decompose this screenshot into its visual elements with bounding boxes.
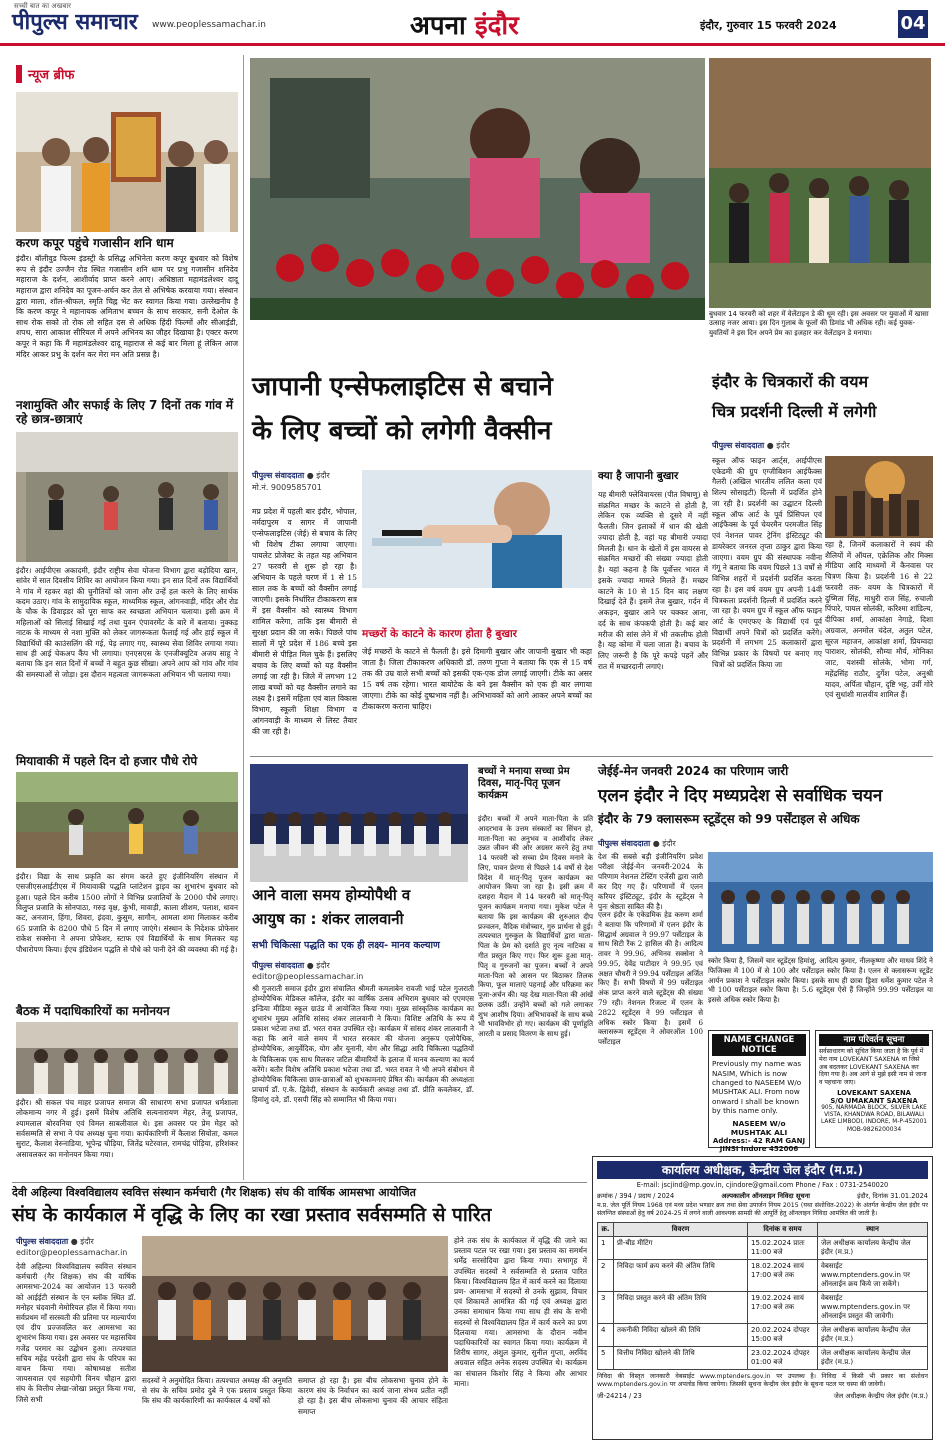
plantation-photo-art [16,772,238,868]
tender-cell: निविदा प्रस्तुत करने की अंतिम तिथि [614,1291,748,1323]
table-row [598,1291,928,1323]
valentine-caption: बुधवार 14 फरवरी को शहर में वेलेंटाइन डे की धूम रही। इस अवसर पर युवाओं में खासा उत्साह नजर आया। इस दिन गुलाब के फूलों की डिमांड भी अधिक रही। कई युवक-युवतियों ने इस दिन अपने प्रेम का इजहार कर वेलेंटाइन डे मनाया। [709,310,931,348]
page-number: 04 [898,10,928,38]
table-row [598,1259,928,1291]
tender-table [597,1222,928,1370]
vaccine-headline-2: के लिए बच्चों को लगेगी वैक्सीन [252,416,552,446]
tender-notice [592,1156,933,1440]
name-change2-mobile: MOB-9826200034 [846,1125,902,1133]
masthead [0,0,945,46]
jee-byline: पीपुल्स संवाददाता ● इंदौर [598,839,676,848]
dateline: इंदौर, गुरुवार 15 फरवरी 2024 [700,19,837,32]
table-row [598,1236,928,1259]
tender-sign: जेल अधीक्षक केन्द्रीय जेल इंदौर (म.प्र.) [833,1391,928,1400]
jee-body-2: एलन इंदौर के एकेडमिक हेड करुण शर्मा ने बताया कि परिणामों में एलन इंदौर के सिद्धार्थ अग्रवाल ने 99.97 पर्सेंटाइल के साथ सिटी रैंक 2 हासिल की है। आदित्य तावर ने 99.96, अभिनव सक्सेना ने 99.95, देवेंद्र पाटीदार ने 99.95 एवं अक्षत चौधरी ने 99.94 पर्सेंटाइल अर्जित किए हैं। सभी विषयों में 99 पर्सेंटाइल अंक प्राप्त करने वाले स्टूडेंट्स की संख्या 79 रही। नेशनल रिजल्ट में एलन के 2822 स्टूडेंट्स ने 99 पर्सेंटाइल से अधिक स्कोर किया है। इसमें 6 क्लासरूम स्टूडेंट्स ने ओवरऑल 100 पर्सेंटाइल [598,910,703,1047]
tender-title: कार्यालय अधीक्षक, केन्द्रीय जेल इंदौर (म.प्र.) [597,1161,928,1179]
tender-cell: वित्तीय निविदा खोलने की तिथि [614,1346,748,1369]
roses-photo-art [250,58,705,320]
vaccine-byline-city: इंदौर [316,471,330,480]
name-change2-title: नाम परिवर्तन सूचना [819,1034,929,1046]
university-kicker: देवी अहिल्या विश्वविद्यालय स्ववित्त संस्थान कर्मचारी (गैर शिक्षक) संघ की वार्षिक आमसभा आयोजित [12,1186,416,1199]
homeo-byline-city: इंदौर [316,961,330,970]
name-change2-body: सर्वसाधारण को सूचित किया जाता है कि पूर्व में मेरा नाम LOVEKANT SAXENA था जिसे अब बदलकर LOVEKANT SAXENA कर दिया गया है। अब आगे से मुझे इसी नाम से जाना व पहचाना जाए। [819,1048,927,1087]
homeo-headline-2: आयुष का : शंकर लालवानी [252,910,404,928]
tender-cell: 2 [598,1259,614,1291]
tender-cell: 4 [598,1323,614,1346]
tender-cell: निविदा फार्म क्रय करने की अंतिम तिथि [614,1259,748,1291]
vaccine-subheadline: मच्छरों के काटने के कारण होता है बुखार [362,628,517,640]
vaccine-byline-name: पीपुल्स संवाददाता [252,471,305,480]
tender-code: जी-24214 / 23 [597,1391,642,1400]
name-change2-address: 905, NARMADA BLOCK, SILVER LAKE VISTA, KHANDWA ROAD, BILAWALI LAKE LIMBODI, INDORE, M-P-452001 [820,1104,927,1125]
tender-cell: 20.02.2024 दोपहर 15:00 बजे [748,1323,818,1346]
meeting-photo [16,1022,238,1094]
university-body-right: होने तक संघ के कार्यकाल में वृद्धि की जाने का प्रस्ताव पटल पर रखा गया। इस प्रस्ताव का समर्थन धर्मेंद्र सरसोदिया द्वारा किया गया। सभागृह में उपस्थित सदस्यों ने सर्वसम्मति से प्रस्ताव पारित किया। विश्वविद्यालय हित में कार्य करने का दिलाया प्रण- आमसभा में सदस्यों से उनके सुझाव, विचार एवं शिकायतें आमंत्रित की गई एवं अध्यक्ष द्वारा उनका समाधान किया गया साथ ही संघ के सभी सदस्यों से विश्वविद्यालय हित में कार्य करने का प्रण दिलवाया गया। आमसभा के दौरान नवीन पदाधिकारियों का स्वागत किया गया। कार्यक्रम में शिरीष सागर, अंशुल कुमार, सुनील गुप्ता, अरविंद अग्रवाल सहित अनेक सदस्य उपस्थित थे। कार्यक्रम का संचालन किशोर सिंह ने किया और आभार माना। [454,1236,587,1388]
story1-body: इंदौर। बॉलीवुड फिल्म इंडस्ट्री के प्रसिद्ध अभिनेता करण कपूर बुधवार को विशेष रूप से इंदौर उज्जैन रोड स्थित गजासीन शनि धाम पर प्रभु गजासीन शनिदेव महाराज के दर्शन, आशीर्वाद प्राप्त करने आए। अधिष्ठाता महामंडलेश्वर दादू महाराज द्वारा शनिदेव का पूजन-अर्चन कर तेल से अभिषेक करवाया गया। संस्थान द्वारा माला, शॉल-श्रीफल, स्मृति चिह्न भेंट कर स्वागत किया गया। उल्लेखनीय है कि करण कपूर ने महानायक अमिताभ बच्चन के साथ सरकार, सनी देओल के साथ रोक सको तो रोक लो सहित दस से अधिक हिंदी फिल्मों और सीआईडी, शपथ, सारा आकाश सीरियल में अपने अभिनय का जौहर दिखाया है। एक्टर करण कपूर ने कहा कि मैं महामंडलेश्वर दादू महाराज से कई बार मिला हूं लेकिन आज मंदिर आकर प्रभु के दर्शन कर मेरा मन अति प्रसन्न है। [16,254,238,359]
vaccine-photo-art [362,470,592,588]
tender-contact: E-mail: jscjind@mp.gov.in, cjindore@gmail.com Phone / Fax : 0731-2540020 [636,1181,889,1190]
vaccine-subbody: जेई मच्छरों के काटने से फैलती है। इसे दिमागी बुखार और जापानी बुखार भी कहा जाता है। जिला टीकाकरण अधिकारी डॉ. तरुण गुप्ता ने बताया कि एक से 15 वर्ष तक की उम्र वाले सभी बच्चों को इसकी एक-एक डोज लगाई जाएगी। टीके का असर 15 वर्ष तक रहेगा। भारत बायोटेक के बने इस वैक्सीन को एक ही बार लगाया जाएगा। टीके का कोई दुष्प्रभाव नहीं है। अभिभावकों को आगे आकर अपने बच्चों का टीकाकरण कराना चाहिए। [362,647,592,711]
story4-headline: बैठक में पदाधिकारियों का मनोनयन [16,1004,170,1018]
tender-col-detail: विवरण [614,1222,748,1236]
name-change2-name1: LOVEKANT SAXENA [837,1088,911,1097]
jee-body-1: देश की सबसे बड़ी इंजीनियरिंग प्रवेश परीक्षा जेईई-मेन जनवरी-2024 के परिणाम नेशनल टेस्टिंग एजेंसी द्वारा जारी कर दिए गए हैं। परिणामों में एलन करियर इंस्टिट्यूट, इंदौर के स्टूडेंट्स ने पुनः श्रेष्ठता साबित की है। [598,852,703,911]
university-headline: संघ के कार्यकाल में वृद्धि के लिए का रखा प्रस्ताव सर्वसम्मति से पारित [12,1204,492,1226]
name-change-name1: NASEEM W/o [732,1118,786,1128]
university-body-mid: सदस्यों ने अनुमोदित किया। तत्पश्चात अध्यक्ष की अनुमति से संघ के सचिव प्रमोद दुबे ने एक प्रस्ताव प्रस्तुत किया कि संघ की कार्यकारिणी का कार्यकाल 4 वर्षों को [142,1376,292,1406]
story2-body: इंदौर। आईपीएस अकादमी, इंदौर राष्ट्रीय सेवा योजना विभाग द्वारा बड़ोदिया खान, सांवेर में सात दिवसीय शिविर का आयोजन किया गया। इन सात दिनों तक विद्यार्थियों ने गांव में रहकर वहां की चुनौतियों को जाना और उन्हें हल करने के लिए सार्थक कदम उठाए। गांव के सामुदायिक स्कूल, माध्यमिक स्कूल, आंगनवाड़ी, मंदिर और रोड के चौक के डिवाइडर को पूरा साफ कर स्वच्छता अभियान चलाया। इसी क्रम में महिलाओं को सिलाई सिखाई गई तथा युवन एंपावरमेंट के बारे में बताया। नुक्कड़ नाटक के माध्यम से नशा मुक्ति को लेकर जागरूकता फैलाई गई और हाई स्कूल में विद्यार्थियों की काउंसलिंग की गई, पेड़ लगाए गए, स्वास्थ्य सेवा शिविर लगाया गया। साथ ही आई चेकअप कैंप भी लगाया। एनएसएस के एनजीक्यूटिव अजय साहू ने बताया कि इन सात दिनों में बच्चों ने बहुत कुछ सीखा। अपने आप को गांव और गांव की समस्याओं से जोड़ा। इस दौरान महत्वता जागरूकता अभियान भी चलाया गया। [16,566,238,679]
vaccine-sidebar-headline: क्या है जापानी बुखार [598,470,679,482]
painting-photo [825,456,933,538]
section-divider [250,756,933,757]
page-title-b: इंदौर [474,11,519,41]
university-body-mid2: समाप्त हो रहा है। इस बीच लोकसभा चुनाव होने के कारण संघ के निर्वाचन का कार्य जाना संभव प्रतीत नहीं हो रहा है। इस बीच लोकसभा चुनाव की आचार संहिता समाप्त [298,1376,448,1416]
tender-cell: 18.02.2024 सायं 17:00 बजे तक [748,1259,818,1291]
column-divider [243,55,244,1180]
university-byline: पीपुल्स संवाददाता ● इंदौर [16,1237,94,1246]
art-body-left: स्कूल ऑफ फाइन आर्ट्स, आईपीएस एकेडमी की ग्रुप एग्जीबिशन आईफैक्स गैलरी (अखिल भारतीय ललित कला एवं शिल्प सोसाइटी) दिल्ली में प्रदर्शित होने जा रही है। प्रदर्शनी का उद्घाटन दिल्ली स्कूल ऑफ आर्ट के पूर्व प्रिंसिपल एवं आईफैक्स के पूर्व चेयरमैन परमजीत सिंह एवं नेशनल पावर ट्रेनिंग इंस्टिट्यूट की डायरेक्टर जनरल तृप्ता ठाकुर द्वारा किया जाएगा। वयम ग्रुप की संस्थापक नवीना गंगू ने बताया कि वयम पिछले 13 वर्षों से विभिन्न शहरों में प्रदर्शनी प्रदर्शित करता रहा है। इस वर्ष वयम ग्रुप अपनी 14वीं चित्रकला प्रदर्शनी दिल्ली में प्रदर्शित करने जा रहा है। वयम ग्रुप में स्कूल ऑफ फाइन आर्ट के एमएफए के विद्यार्थी एवं पूर्व विद्यार्थी अपने चित्रों को प्रदर्शित करेंगे। प्रदर्शनी में लगभग 25 कलाकारों द्वारा विभिन्न प्रकार के विषयों पर बनाए गए चित्रों को प्रदर्शित किया जा [712,456,822,669]
story4-body: इंदौर। श्री सकल पंच माहर प्रजापत समाज की साधारण सभा प्रजापत धर्मशाला लोकमान्य नगर में हुई। इसमें विशेष अतिथि सत्यनारायण मेहर, तेजू प्रजापत, श्यामलाल बोरवनिया एवं विमल साबलीवाल थे। इस अवसर पर प्रेम मेहर को सर्वसम्मति से सभा ने पंच अध्यक्ष चुना गया। कार्यकारिणी में कैलाश सियोता, कमल सुराट, कैलाश वेरुनाडिया, भूपेन्द्र चौड़िया, जितेंद्र घटेरवाल, रामचंद्र पोड़िया, हरिशंकर असावलकर का मनोनयन किया गया। [16,1098,238,1159]
homeo-event-photo-art [250,764,468,882]
name-change-body: Previously my name was NASIM, Which is now changed to NASEEM W/o MUSHTAK ALI. From now onward I shall be known by this name only. [712,1059,802,1116]
tender-table-header [598,1222,928,1236]
nss-camp-photo-art [16,432,238,562]
tender-ref-mid: अल्पकालीन ऑनलाइन निविदा सूचना [721,1192,810,1201]
homeo-headline-1: आने वाला समय होम्योपैथी व [252,886,411,904]
tender-ref-left: क्रमांक / 394 / प्रदाय / 2024 [597,1192,675,1201]
tender-col-no: क्र. [598,1222,614,1236]
art-byline-city: इंदौर [776,441,790,450]
homeo-event-photo [250,764,468,882]
story1-headline: करण कपूर पहुंचे गजासीन शनि धाम [16,236,174,250]
jee-headline: एलन इंदौर ने दिए मध्यप्रदेश से सर्वाधिक चयन [598,786,883,806]
university-email: editor@peoplessamachar.in [16,1248,128,1257]
university-byline-name: पीपुल्स संवाददाता [16,1237,69,1246]
story3-headline: मियावाकी में पहले दिन दो हजार पौधे रोपे [16,754,198,768]
tender-cell: 15.02.2024 प्रातः 11:00 बजे [748,1236,818,1259]
karan-kapoor-photo-art [16,92,238,232]
logo-tagline: सच्ची बात का अखबार [14,2,72,10]
tender-cell: वेबसाईट www.mptenders.gov.in पर ऑनलाईन प्रस्तुत की जावेगी। [818,1291,928,1323]
nss-camp-photo [16,432,238,562]
tender-footer: निविदा की विस्तृत जानकारी वेबसाईट www.mptenders.gov.in पर उपलब्ध है। निविदा में किसी भी प्रकार का संशोधन www.mptenders.gov.in पर अपलोड किया जायेगा। जिसकी सूचना केन्द्रीय जेल इंदौर के सूचना पटल पर चस्पा की जावेगी। [597,1372,928,1388]
vaccine-byline: पीपुल्स संवाददाता ● इंदौर [252,471,330,480]
kids-headline: बच्चों ने मनाया सच्चा प्रेम दिवस, मातृ-पितृ पूजन कार्यक्रम [478,766,570,801]
tender-cell: तकनीकी निविदा खोलने की तिथि [614,1323,748,1346]
art-body-right: रहा है, जिनमें कलाकारों ने स्वयं की शैलियों में ऑयल, एक्रेलिक और मिक्स मीडिया आदि माध्यमों में कैनवास पर चित्रण किया है। प्रदर्शनी 16 से 22 फरवरी तक- वयम के चित्रकारों में दुष्मिता सिंह, माधुरी राज सिंह, रुचाली पिंपारे, पायल सोलंकी, करिश्मा शांडिल्य, दीपिका शर्मा, आकांक्षा नेगाड़े, दिशा अग्रवाल, अनमोल चंदेल, अतुल पटेल, सूरज महाजन, आकांक्षा शर्मा, प्रियम्वदा पाराशर, सोलंकी, सौम्या मौर्य, मोनिका जाट, यशस्वी सोलंके, भोमा गर्ग, महेंद्रसिंह राठौर, दुर्गेश पटेल, अनुश्री यादव, अर्पिता चौहान, दृष्टि भट्ट, उर्वी गोरे एवं सुधांशी मालवीय शामिल हैं। [825,540,933,700]
story2-headline: नशामुक्ति और सफाई के लिए 7 दिनों तक गांव में रहे छात्र-छात्राएं [16,398,234,427]
jee-kicker: जेईई-मेन जनवरी 2024 का परिणाम जारी [598,764,789,778]
art-headline-2: चित्र प्रदर्शनी दिल्ली में लगेगी [712,402,877,421]
tender-cell: 5 [598,1346,614,1369]
jee-students-photo-art [708,852,933,952]
jee-byline-city: इंदौर [662,839,676,848]
tender-cell: जेल अधीक्षक कार्यालय केन्द्रीय जेल इंदौर (म.प्र.) [818,1346,928,1369]
vaccine-headline-1: जापानी एन्सेफलाइटिस से बचाने [252,372,553,402]
vaccine-mobile: मो.नं. 9009585701 [252,483,322,492]
homeo-email: editor@peoplessamachar.in [252,972,364,981]
tender-cell: 19.02.2024 सायं 17:00 बजे तक [748,1291,818,1323]
university-meeting-photo-art [142,1236,448,1372]
table-row [598,1323,928,1346]
tender-cell: 3 [598,1291,614,1323]
website-url[interactable]: www.peoplessamachar.in [152,20,266,30]
table-row [598,1346,928,1369]
tender-ref-right: इंदौर, दिनांक 31.01.2024 [857,1192,928,1201]
news-brief-header [16,64,236,82]
jee-students-photo [708,852,933,952]
homeo-body: श्री गुजराती समाज इंदौर द्वारा संचालित श्रीमती कमलाबेन रावजी भाई पटेल गुजराती होम्योपैथिक मेडिकल कॉलेज, इंदौर का वार्षिक उत्सव अभिराम बुधवार को एएमएस इन्डिया मीडिया स्कूल ग्राउंड में आयोजित किया गया। मुख्य सांस्कृतिक कार्यक्रम का शुभारंभ मुख्य अतिथि सांसद शंकर लालवानी ने किया। विशिष्ट अतिथि के रूप में प्रकाश भटेजा तथा डॉ. भरत रावत उपस्थित रहे। कार्यक्रम में सांसद शंकर लालवानी ने कहा कि आने वाले समय में भारत सरकार की योजना अनुरूप एलोपैथिक, होम्योपैथिक, आयुर्वेदिक, योग और यूनानी, योग और सिद्धा आदि चिकित्सा पद्धतियों के चिकित्सक एक साथ मिलकर जटिल बीमारियों के इलाज में मानव कल्याण का कार्य करेंगे। बतौर विशेष अतिथि प्रकाश भटेजा तथा डॉ. भरत रावत ने भी अपने संबोधन में होम्योपैथिक चिकित्सा छात्र-छात्राओं को शुभकामनाएं प्रेषित की। कार्यक्रम की अध्यक्षता प्राचार्य डॉ. ए.के. द्विवेदी, संस्थान के कार्यकारी अध्यक्ष तथा डॉ. प्रीति कवलेकर, डॉ. हिमांशु दवे, डॉ. एसपी सिंह को सम्मानित भी किया गया। [252,984,474,1104]
tender-cell: 23.02.2024 दोपहर 01:00 बजे [748,1346,818,1369]
jee-byline-name: पीपुल्स संवाददाता [598,839,651,848]
valentine-group-photo [709,58,931,308]
page-title-a: अपना [410,11,475,41]
painting-photo-art [825,456,933,538]
name-change-notice-hi [815,1030,933,1148]
jee-body-3: स्कोर किया है, जिसमें चार स्टूडेंट्स हिमांशु, आदित्य कुमार, नीलकृष्णा और माधव शिंदे ने फिजिक्स में 100 में से 100 और पर्सेंटाइल स्कोर किया है। एलन से क्लासरूम स्टूडेंट आर्यन प्रकाश ने पर्सेंटाइल स्कोर किया। इसके साथ ही छात्रा ड्रिशा धर्मेश कुमार पटेल ने भी 100 पर्सेंटाइल स्कोर किया है। 5.6 स्टूडेंट्स ऐसे हैं जिन्होंने 99.99 पर्सेंटाइल या इससे अधिक स्कोर किया है। [708,956,933,1005]
meeting-photo-art [16,1022,238,1094]
tender-cell: वेबसाईट www.mptenders.gov.in पर ऑनलाईन क्रय किये जा सकेंगे। [818,1259,928,1291]
jee-subhead: इंदौर के 79 क्लासरूम स्टूडेंट्स को 99 पर्सेंटाइल से अधिक [598,812,860,826]
art-headline-1: इंदौर के चित्रकारों की वयम [712,372,869,391]
vaccine-sidebar-body: यह बीमारी फ्लेविवायरस (पीत विषाणु) से संक्रमित मच्छर के काटने से होती है, लेकिन एक व्यक्ति से दूसरे में नहीं फैलती। जिन इलाकों में धान की खेती ज्यादा होती है, वहां यह बीमारी ज्यादा मिलती है। धान के खेतों में इस वायरस से संक्रमित मच्छरों की संख्या ज्यादा होती है। यहां कहना है कि पूर्वोत्तर भारत में इसके ज्यादा मामले मिलते हैं। मच्छर काटने के 10 से 15 दिन बाद लक्षण दिखाई देते हैं। इसमें तेज बुखार, गर्दन में अकड़न, बुखार आने पर चक्कर आना, दर्द के साथ कंपकपी होती है। कई बार मरीज की सांस लेने में भी तकलीफ होती है। यह कोमा में चला जाता है। बचाव के लिए जरूरी है कि पूरे कपड़े पहनें और रात में मच्छरदानी लगाएं। [598,490,708,671]
tender-col-date: दिनांक व समय [748,1222,818,1236]
vaccine-photo [362,470,592,588]
name-change-title: NAME CHANGE NOTICE [712,1034,806,1056]
university-byline-city: इंदौर [80,1237,94,1246]
tender-ref-row [597,1191,928,1200]
story3-body: इंदौर। विद्या के साथ प्रकृति का संगम करते हुए इंजीनियरिंग संस्थान में एसजीएसआईटीएस में मियावाकी पद्धति प्लांटेशन ड्राइव का शुभारंभ बुधवार को हुआ। पहले दिन करीब 1500 लोगों ने विभिन्न प्रजातियों के 2000 पौधे लगाए। विलुप्त प्रजाति के सोनपाठा, गरुड़ वृक्ष, कुंभी, मावाड़ी, काला शीशम, पलाश, धावन कट, अनजान, हिंगा, शिवरा, इंदवा, कुसुम, सागौन, आमला शमा मिलाकर करीब 65 प्रजाति के 8200 पौधे 5 दिन में लगाए जाएंगे। संस्थान के निदेशक प्रोफेसर राकेश सक्सेना ने अपना प्रोफेशर, स्टाफ एवं विद्यार्थियों के साथ मिलकर यह पौधारोपण किया। ईएच इंडिग्रेशन पद्धति से पौधे को पानी देने की व्यवस्था की गई है। [16,872,238,954]
name-change-notice-en [708,1030,810,1153]
name-change2-name2: S/O UMAKANT SAXENA [830,1096,918,1105]
university-meeting-photo [142,1236,448,1372]
kids-body: इंदौर। बच्चों में अपने माता-पिता के प्रति आदरभाव के उत्तम संस्कारों का सिंचन हो, माता-पिता का अनुभव व आशीर्वाद लेकर उन्नत जीवन की ओर अग्रसर करने हेतु तथा 14 फरवरी को सच्चा प्रेम दिवस मनाने के लिए, पावन प्रेरणा से पिछले 14 वर्षों से देश विदेश में मातृ-पितृ पूजन कार्यक्रम का आयोजन किया जा रहा है। इसी क्रम में दशहरा मैदान में 14 फरवरी को मातृ-पितृ पूजन कार्यक्रम मनाया गया। मुकेश पटेल ने बताया कि इस कार्यक्रम की शुरुआत दीप प्रज्वलन, वैदिक मंत्रोच्चार, गुरु प्रार्थना से हुई। तत्पश्चात गुरुकुल के विद्यार्थियों द्वारा माता-पिता के प्रेम को दर्शाते हुए नृत्य नाटिका व गीत प्रस्तुत किए गए। फिर शुरू हुआ मातृ-पितृ व गुरुजनों का पूजन। बच्चों ने अपने माता-पिता को आसन पर बिठाकर तिलक किया, फूल मालाएं पहनाई और परिक्रमा कर पूजा-अर्चन की। यह देख माता-पिता की आंखें छलक उठीं। उन्होंने बच्चों को गले लगाकर शुभ आशीष दिया। अभिभावकों के साथ बच्चे भी भावविभोर हो गए। कार्यक्रम की पूर्णाहुति आरती व प्रसाद वितरण के साथ हुई। [478,814,593,1039]
newspaper-logo[interactable]: पीपुल्स समाचार [12,10,138,35]
karan-kapoor-photo [16,92,238,232]
roses-photo [250,58,705,320]
tender-sign-row [597,1391,928,1400]
tender-cell: जेल अधीक्षक कार्यालय केन्द्रीय जेल इंदौर (म.प्र.) [818,1236,928,1259]
homeo-subhead: सभी चिकित्सा पद्धति का एक ही लक्ष्य- मानव कल्याण [252,940,440,951]
tender-col-place: स्थान [818,1222,928,1236]
page-title [410,6,519,42]
art-byline: पीपुल्स संवाददाता ● इंदौर [712,441,790,450]
plantation-photo [16,772,238,868]
name-change-name2: MUSHTAK ALI [730,1127,788,1137]
bottom-divider [12,1182,587,1183]
art-byline-name: पीपुल्स संवाददाता [712,441,765,450]
valentine-group-photo-art [709,58,931,308]
tender-cell: प्री-बीड मीटिंग [614,1236,748,1259]
tender-intro: म.प्र. जेल पूर्ति नियम 1968 एवं मध्य प्रदेश भण्डार क्रय तथा सेवा उपार्जन नियम 2015 (यथा संशोधित-2022) के अंतर्गत केन्द्रीय जेल इंदौर पर संलग्नित संस्थाओं हेतु वर्ष 2024-25 में लगने वाली आवश्यक सामग्री की आपूर्ति हेतु ऑनलाइन निविदा आमंत्रित की जाती है। [597,1202,928,1218]
tender-cell: जेल अधीक्षक कार्यालय केन्द्रीय जेल इंदौर (म.प्र.) [818,1323,928,1346]
homeo-byline-name: पीपुल्स संवाददाता [252,961,305,970]
name-change-address: Address:- 42 RAM GANJ JINSI Indore 452006 [712,1136,806,1153]
vaccine-body: मप्र प्रदेश में पहली बार इंदौर, भोपाल, नर्मदापुरम व सागर में जापानी एन्सेफलाइटिस (जेई) से बचाव के लिए भी विशेष टीका लगाया जाएगा। पायलेट प्रोजेक्ट के तहत यह अभियान 27 फरवरी से शुरू हो रहा है। अभियान के पहले चरण में 1 से 15 साल तक के बच्चों को वैक्सीन लगाई जाएगी। इसके निर्धारित टीकाकरण सत्र में इस वैक्सीन को स्वास्थ्य विभाग शामिल करेगा, ताकि इस बीमारी से सुरक्षा प्रदान की जा सके। पिछले पांच सालों में पूरे प्रदेश में 186 बच्चे इस बीमारी से पीड़ित मिल चुके हैं। इसलिए बचाव के लिए बच्चों को यह वैक्सीन लगाई जा रही है। जिले में लगभग 12 लाख बच्चों को यह वैक्सीन लगाने का लक्ष्य है। इसमें महिला एवं बाल विकास विभाग, स्कूली शिक्षा विभाग व आंगनवाड़ी के माध्यम से लिस्ट तैयार की जा रही है। [252,507,357,736]
university-body-left: देवी अहिल्या विश्वविद्यालय स्ववित्त संस्थान कर्मचारी (गैर शिक्षक) संघ की वार्षिक आमसभा-2024 का आयोजन 13 फरवरी को आईईटी संस्थान के एन ब्लॉक स्थित डॉ. मनोहर चंदवानी मेमोरियल हॉल में किया गया। सर्वप्रथम माँ सरस्वती की प्रतिमा पर माल्यार्पण एवं दीप प्रज्जवलित कर आमसभा का शुभारंभ किया गया। इस अवसर पर महासचिव गजेंद्र परमार का उद्बोधन हुआ। तत्पश्चात सचिव महेंद्र परदेशी द्वारा संघ के परिपत्र का वाचन किया गया। कोषाध्यक्ष सतीश जायसवाल एवं सहयोगी विनय चौहान द्वारा संघ के वित्तीय लेखा-जोखा प्रस्तुत किया गया, जिसे सभी [16,1262,136,1404]
news-brief-label: न्यूज ब्रीफ [16,65,74,83]
homeo-byline: पीपुल्स संवाददाता ● इंदौर [252,961,330,970]
tender-cell: 1 [598,1236,614,1259]
